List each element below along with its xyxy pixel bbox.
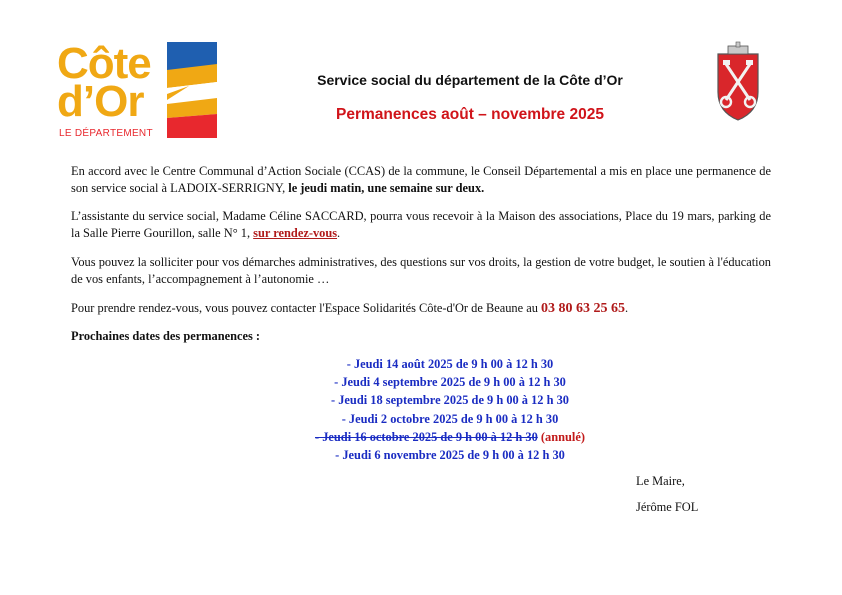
intro-text: En accord avec le Centre Communal d’Action Sociale (CCAS) de la commune, le Conseil Départemental a mis en place une permanence de son service social à LADOIX-SERRIGNY, xyxy=(71,164,771,196)
appointment-link[interactable]: sur rendez-vous xyxy=(253,226,338,241)
date-item-cancelled xyxy=(270,428,630,446)
cancelled-note: (annulé) xyxy=(537,429,585,444)
date-item: - Jeudi 14 août 2025 de 9 h 00 à 12 h 30 xyxy=(346,357,554,371)
assistant-text: L’assistante du service social, Madame Céline SACCARD, pourra vous recevoir à la Maison des associations, Place du 19 mars, parking de la Salle Pierre Gourillon, salle N° 1, xyxy=(71,209,771,241)
phone-number[interactable]: 03 80 63 25 65 xyxy=(541,301,625,316)
date-item: - Jeudi 18 septembre 2025 de 9 h 00 à 12 h 30 xyxy=(331,393,569,408)
signature-name: Jérôme FOL xyxy=(636,500,699,514)
dates-heading: Prochaines dates des permanences : xyxy=(71,329,261,343)
date-item: - Jeudi 4 septembre 2025 de 9 h 00 à 12 h 30 xyxy=(334,375,566,390)
department-logo xyxy=(57,39,222,142)
contact-text: Pour prendre rendez-vous, vous pouvez contacter l'Espace Solidarités Côte-d'Or de Beaune au xyxy=(71,301,541,315)
logo-text-dor: d’Or xyxy=(57,77,144,126)
intro-schedule: le jeudi matin, une semaine sur deux. xyxy=(288,181,485,196)
logo-subtitle: LE DÉPARTEMENT xyxy=(59,128,153,139)
service-heading: Service social du département de la Côte d’Or xyxy=(317,72,623,88)
date-item: - Jeudi 6 novembre 2025 de 9 h 00 à 12 h 30 xyxy=(335,448,565,463)
contact-end: . xyxy=(625,301,629,315)
coat-of-arms-icon xyxy=(712,40,764,124)
assistant-end: . xyxy=(337,226,341,241)
dates-list xyxy=(270,355,630,464)
paragraph-services: Vous pouvez la solliciter pour vos démarches administratives, des questions sur vos droits, la gestion de votre budget, le soutien à l'éducation de vos enfants, l’accompagnement à l’autonomie … xyxy=(71,255,771,287)
page-title: Permanences août – novembre 2025 xyxy=(336,106,604,123)
date-item: - Jeudi 2 octobre 2025 de 9 h 00 à 12 h 30 xyxy=(341,411,559,426)
paragraph-assistant xyxy=(71,208,771,243)
cancelled-date-text: - Jeudi 16 octobre 2025 de 9 h 00 à 12 h 30 xyxy=(315,429,538,444)
paragraph-contact xyxy=(71,300,771,317)
signature-role: Le Maire, xyxy=(636,474,685,488)
logo-text-cote: Côte xyxy=(57,39,151,88)
paragraph-intro xyxy=(71,163,771,198)
cote-dor-flag-icon xyxy=(167,42,217,138)
